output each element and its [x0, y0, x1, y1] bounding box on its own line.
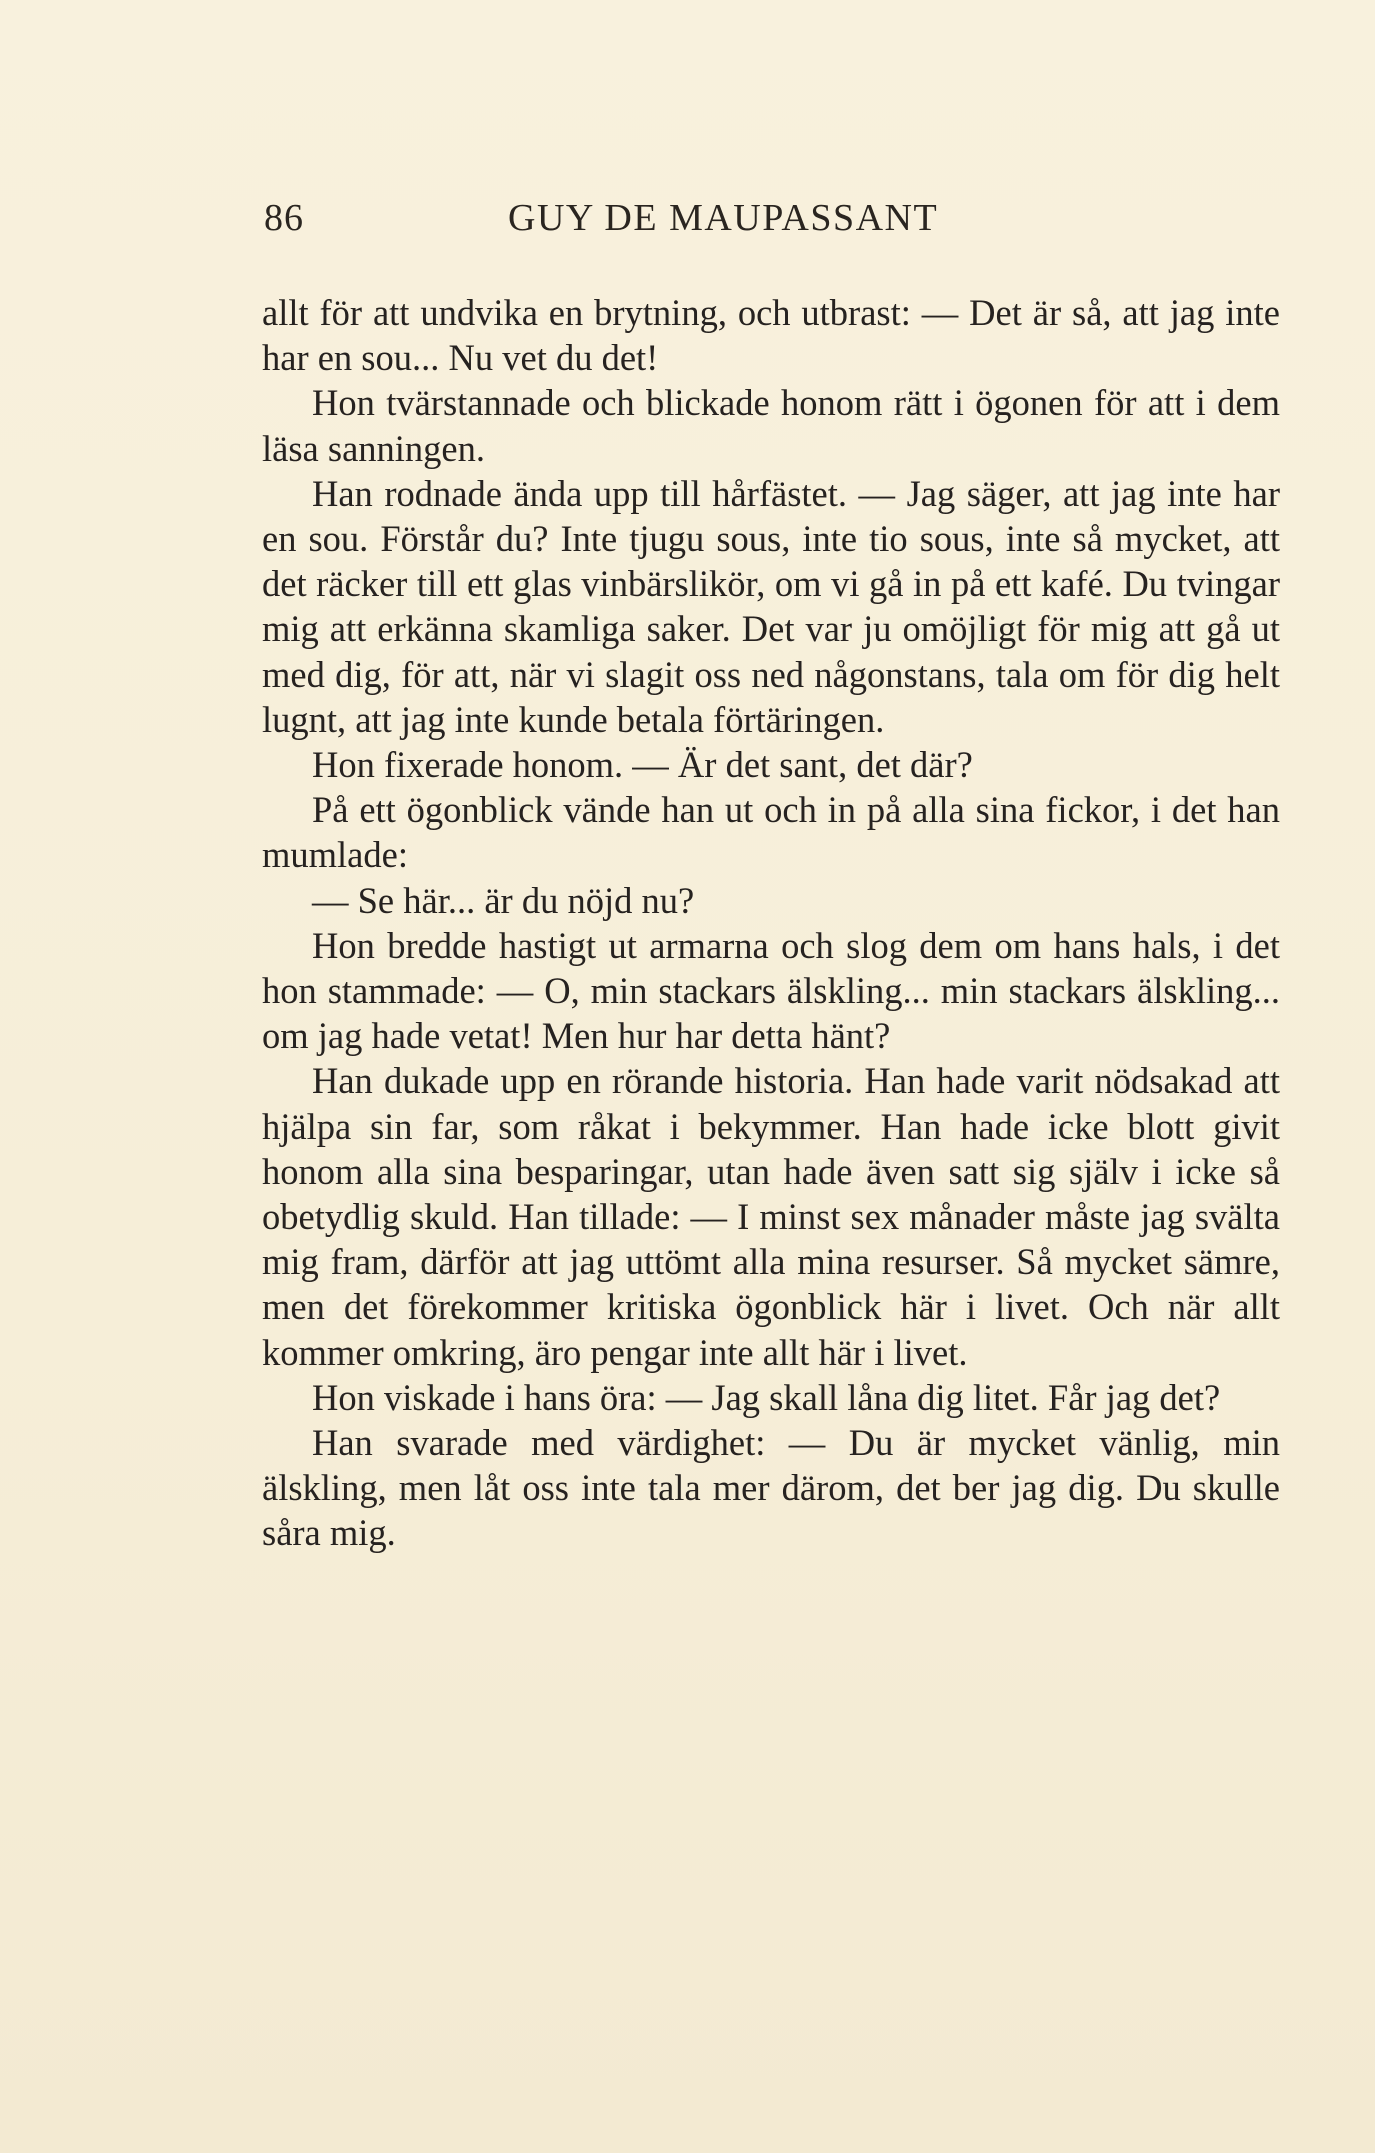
paragraph: Hon viskade i hans öra: — Jag skall låna dig litet. Får jag det?	[312, 1376, 1221, 1418]
paragraph: På ett ögonblick vände han ut och in på alla sina fickor, i det han mumlade:	[262, 789, 1280, 876]
paragraph: allt för att undvika en brytning, och utbrast: — Det är så, att jag inte har en sou... Nu vet du det!	[262, 292, 1280, 379]
body-text	[262, 290, 1280, 1556]
paragraph: Han svarade med värdighet: — Du är mycket vänlig, min älskling, men låt oss inte tala mer därom, det ber jag dig. Du skulle såra mig.	[262, 1422, 1280, 1554]
paragraph: — Se här... är du nöjd nu?	[312, 879, 695, 921]
paragraph: Han dukade upp en rörande historia. Han hade varit nödsakad att hjälpa sin far, som råkat i bekymmer. Han hade icke blott givit honom alla sina besparingar, utan hade även satt sig själv i icke så obetydlig skuld. Han tillade: — I minst sex månader måste jag svälta mig fram, därför att jag uttömt alla mina resurser. Så mycket sämre, men det förekommer kritiska ögonblick här i livet. Och när allt kommer omkring, äro pengar inte allt här i livet.	[262, 1060, 1280, 1373]
page-header	[264, 196, 1024, 248]
paragraph: Hon fixerade honom. — Är det sant, det där?	[312, 744, 973, 786]
paragraph: Hon tvärstannade och blickade honom rätt i ögonen för att i dem läsa sanningen.	[262, 382, 1280, 469]
page-number: 86	[264, 197, 304, 239]
running-title: GUY DE MAUPASSANT	[508, 197, 939, 239]
paragraph: Han rodnade ända upp till hårfästet. — Jag säger, att jag inte har en sou. Förstår du? Inte tjugu sous, inte tio sous, inte så mycket, att det räcker till ett glas vinbärslikör, om vi gå in på ett kafé. Du tvingar mig att erkänna skamliga saker. Det var ju omöjligt för mig att gå ut med dig, för att, när vi slagit oss ned någonstans, tala om för dig helt lugnt, att jag inte kunde betala förtäringen.	[262, 472, 1280, 740]
paragraph: Hon bredde hastigt ut armarna och slog dem om hans hals, i det hon stammade: — O, min stackars älskling... min stackars älskling... om jag hade vetat! Men hur har detta hänt?	[262, 924, 1280, 1057]
